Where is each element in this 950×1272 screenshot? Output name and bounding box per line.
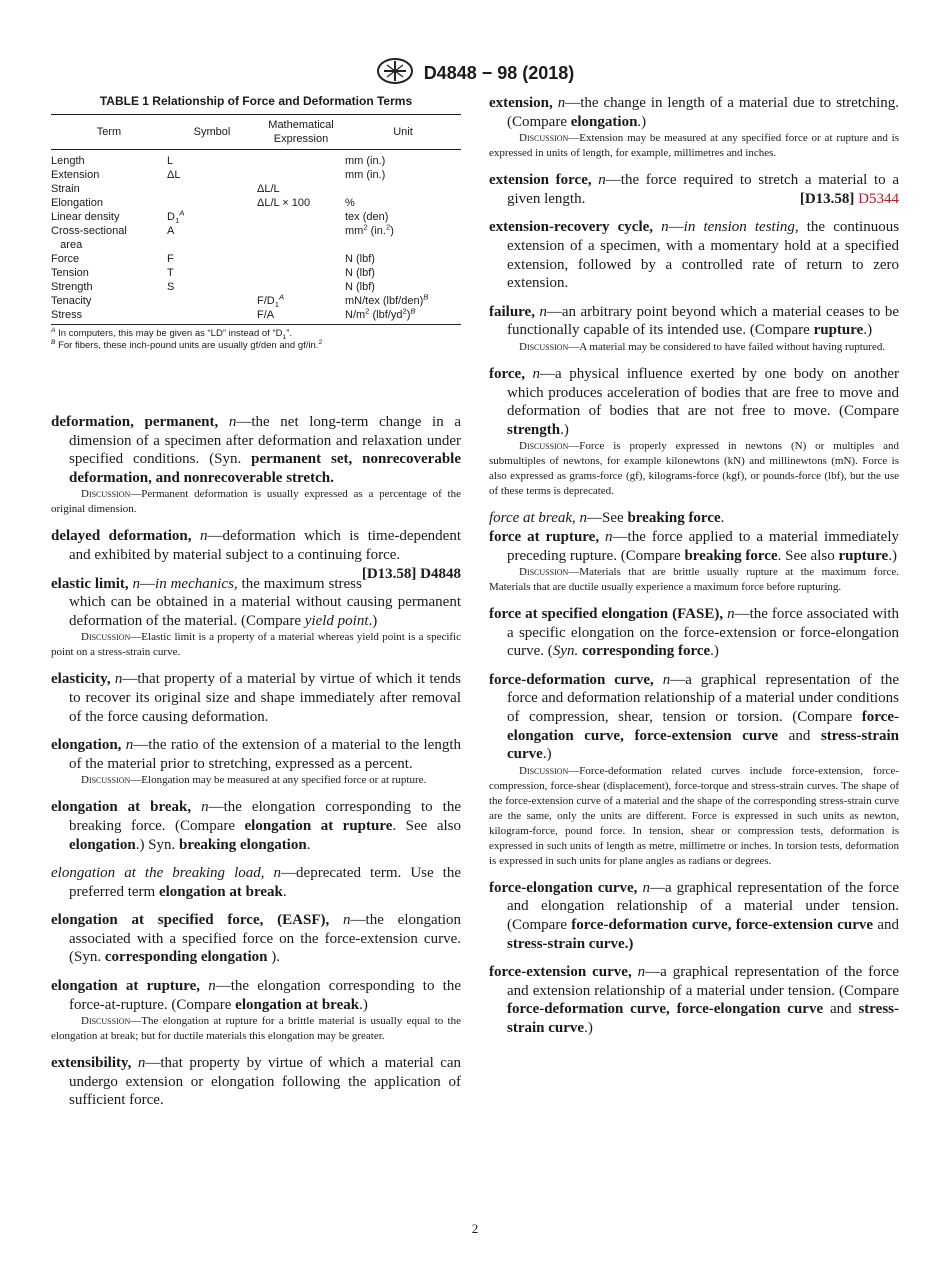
table-row bbox=[51, 182, 461, 196]
entry-elasticity: elasticity, n—that property of a material by virtue of which it tends to recover its original size and shape immediately after removal of the force causing deformation. bbox=[51, 671, 461, 725]
entry-failure: failure, n—an arbitrary point beyond which a material ceases to be functionally capable of its intended use. (Compare rupture.) bbox=[489, 303, 900, 339]
entry-extension-recovery-cycle: extension-recovery cycle, n—in tension testing, the continuous extension of a specimen, with a momentary hold at a specified extension, followed by a controlled rate of return to zero extension. bbox=[489, 219, 900, 292]
table-cell-term: Extension bbox=[51, 169, 100, 181]
table-cell-expr bbox=[257, 224, 345, 252]
table-row bbox=[51, 294, 461, 308]
table-cell-term: Elongation bbox=[51, 197, 103, 209]
table-cell-symbol: L bbox=[167, 155, 174, 167]
entry-extensibility: extensibility, n—that property by virtue of which a material can undergo extension or elongation following the application of sufficient force. bbox=[51, 1055, 462, 1109]
entry-extension-force: extension force, n—the force required to stretch a material to a given length. [D13.58] D5344 bbox=[489, 172, 899, 207]
table-footnotes bbox=[51, 328, 461, 352]
table-cell-unit bbox=[345, 182, 461, 196]
entry-elongation: elongation, n—the ratio of the extension of a material to the length of the material prior to stretching, expressed as a percent. bbox=[51, 737, 462, 772]
footnote-a: $^A$ In computers, this may be given as “LD” instead of “$D_1$”. bbox=[51, 326, 292, 341]
discussion: Discussion—A material may be considered to have failed without having ruptured. bbox=[519, 340, 886, 353]
table-cell-term: Cross-sectional area bbox=[51, 225, 127, 251]
table-row bbox=[51, 280, 461, 294]
table-cell-expr: ΔL/L bbox=[257, 183, 280, 195]
table-cell-expr bbox=[257, 266, 345, 280]
table-cell-term: Tenacity bbox=[51, 295, 92, 307]
entry-elongation-at-rupture: elongation at rupture, n—the elongation corresponding to the force-at-rupture. (Compare elongation at break.) bbox=[51, 978, 461, 1013]
table-cell-expr bbox=[257, 168, 345, 182]
entry-elastic-limit: elastic limit, n—in mechanics, the maximum stress which can be obtained in a material without causing permanent deformation of the material. (Compare yield point.) bbox=[51, 575, 461, 629]
table-cell-expr: $F/D_1^A$ bbox=[257, 292, 285, 310]
discussion: Discussion—The elongation at rupture for a brittle material is usually equal to the elongation at break; but for ductile materials this elongation may be greater. bbox=[51, 1015, 461, 1043]
table-cell-term: Strength bbox=[51, 281, 93, 293]
discussion: Discussion—Permanent deformation is usually expressed as a percentage of the original dimension. bbox=[51, 488, 461, 516]
table-cell-unit: $mm^2$ (in.$^2$) bbox=[345, 222, 394, 237]
table-cell-symbol: F bbox=[167, 253, 174, 265]
table-row bbox=[51, 252, 461, 266]
document-code: D4848 − 98 (2018) bbox=[423, 63, 575, 83]
entry-fase: force at specified elongation (FASE), n—the force associated with a specific elongation on the force-extension or force-elongation curve. (Syn. corresponding force.) bbox=[489, 606, 899, 660]
page-header bbox=[0, 58, 950, 89]
col-header-expr: Mathematical Expression bbox=[257, 115, 345, 150]
table-header-row bbox=[51, 115, 461, 150]
terms-table bbox=[51, 114, 461, 325]
col-header-unit: Unit bbox=[345, 115, 461, 150]
table-cell-unit: tex (den) bbox=[345, 211, 389, 223]
table-cell-symbol: T bbox=[167, 267, 174, 279]
table-cell-unit: mN/tex $(lbf/den)^B$ bbox=[345, 292, 429, 307]
astm-logo-icon bbox=[376, 58, 414, 89]
table-cell-term: Stress bbox=[51, 308, 167, 325]
col-header-term: Term bbox=[51, 115, 167, 150]
entry-deformation-permanent: deformation, permanent, n—the net long-term change in a dimension of a specimen after deformation and relaxation under specified conditions. (Syn. permanent set, nonrecoverable deformation, and nonrecoverable stretch. bbox=[51, 414, 461, 486]
table-row bbox=[51, 266, 461, 280]
reference-link[interactable]: D5344 bbox=[858, 190, 899, 207]
table-cell-term: Strain bbox=[51, 183, 80, 195]
table-cell-unit: N (lbf) bbox=[345, 267, 375, 279]
table-cell-term: Tension bbox=[51, 267, 89, 279]
table-cell-symbol: ΔL bbox=[167, 169, 181, 181]
entry-force: force, n—a physical influence exerted by one body on another which produces acceleration of bodies that are free to move and deformation of bodies that are not free to move. (Compare strength.) bbox=[489, 365, 899, 438]
discussion: Discussion—Elastic limit is a property of a material whereas yield point is a specific point on a stress-strain curve. bbox=[51, 631, 461, 659]
table-row bbox=[51, 150, 461, 169]
col-header-symbol: Symbol bbox=[167, 115, 257, 150]
entry-force-at-break: force at break, n—See breaking force. bbox=[489, 510, 725, 527]
table-cell-expr: F/A bbox=[257, 308, 345, 325]
table-cell-expr: ΔL/L × 100 bbox=[257, 197, 311, 209]
discussion: Discussion—Extension may be measured at any specified force or at rupture and is expressed in units of length, for example, millimetres and inches. bbox=[489, 132, 899, 160]
entry-easf: elongation at specified force, (EASF), n—the elongation associated with a specified force on the force-extension curve. (Syn. corresponding elongation ). bbox=[51, 912, 461, 966]
table-cell-unit: % bbox=[345, 197, 355, 209]
table-cell-symbol: A bbox=[167, 225, 175, 237]
table-row bbox=[51, 196, 461, 210]
footnote-b-text: For fibers, these inch-pound units are usually gf/den and gf/in.$^2$ bbox=[58, 338, 323, 351]
table-cell-expr bbox=[257, 252, 345, 266]
table-cell-expr bbox=[257, 280, 345, 294]
discussion: Discussion—Force is properly expressed in newtons (N) or multiples and submultiples of newtons, for example kilonewtons (kN) and millinewtons (mN). Force is also expressed as grams-force (gf), kilograms-force (kgf), or pounds-force (lbf), but the use of these terms is deprecated. bbox=[489, 440, 899, 498]
discussion: Discussion—Materials that are brittle usually rupture at the maximum force. Materials that are ductile usually experience a maximum force before rupturing. bbox=[489, 566, 899, 594]
table-cell-term: Linear density bbox=[51, 211, 120, 223]
entry-force-extension-curve: force-extension curve, n—a graphical representation of the force and extension relationship of a material under tension. (Compare force-deformation curve, force-elongation curve and stress-strain curve.) bbox=[489, 964, 899, 1036]
table-cell-term: Force bbox=[51, 253, 80, 265]
left-column bbox=[51, 94, 461, 1110]
table-cell-symbol: S bbox=[167, 281, 175, 293]
entry-elongation-at-breaking-load: elongation at the breaking load, n—deprecated term. Use the preferred term elongation at break. bbox=[51, 865, 462, 900]
table-cell-unit: N (lbf) bbox=[345, 253, 375, 265]
table-title: TABLE 1 Relationship of Force and Deformation Terms bbox=[99, 94, 413, 108]
entry-extension: extension, n—the change in length of a material due to stretching. (Compare elongation.) bbox=[489, 95, 900, 130]
table-body bbox=[51, 150, 461, 325]
discussion: Discussion—Elongation may be measured at any specified force or at rupture. bbox=[81, 774, 427, 787]
reference: [D13.58] D4848 bbox=[361, 565, 461, 582]
page-number: 2 bbox=[471, 1221, 479, 1236]
table-row bbox=[51, 168, 461, 182]
table-cell-unit: $N/m^2$ $(lbf/yd^2)^B$ bbox=[345, 308, 461, 325]
table-cell-expr bbox=[257, 210, 345, 224]
table-row bbox=[51, 308, 461, 325]
table-cell-term: Length bbox=[51, 155, 85, 167]
reference: [D13.58] D5344 bbox=[799, 190, 899, 207]
table-cell-symbol bbox=[167, 294, 257, 308]
table-cell-symbol bbox=[167, 308, 257, 325]
table-cell-expr bbox=[257, 150, 345, 169]
entry-force-at-rupture: force at rupture, n—the force applied to a material immediately preceding rupture. (Compare breaking force. See also rupture.) bbox=[489, 528, 899, 564]
entry-delayed-deformation: delayed deformation, n—deformation which is time-dependent and exhibited by material subject to a continuing force. [D13.58] D4848 bbox=[51, 528, 461, 582]
table-row bbox=[51, 224, 461, 252]
footnote-b: $^B$ For fibers, these inch-pound units are usually gf/den and gf/in.$^2$ bbox=[51, 338, 323, 351]
table-cell-symbol bbox=[167, 182, 257, 196]
entry-elongation-at-break: elongation at break, n—the elongation corresponding to the breaking force. (Compare elongation at rupture. See also elongation.) Syn. breaking elongation. bbox=[51, 799, 461, 853]
discussion: Discussion—Force-deformation related curves include force-extension, force-compression, force-shear (displacement), force-torque and stress-strain curves. The shape of the force-extension curve of a material and the shape of the corresponding stress-strain curve are the same, only the units are different. Force is expressed in such units as newton, kilogram-force, pound force. In tension, shear or compression tests, deformation is expressed in such units of length as metre, millimetre or inches. In torsion tests, deformation is expressed in such units for plane angles as radians or degrees. bbox=[489, 764, 899, 867]
table-cell-unit: N (lbf) bbox=[345, 281, 375, 293]
term: deformation, permanent, bbox=[51, 414, 219, 430]
table-row bbox=[51, 210, 461, 224]
entry-force-deformation-curve: force-deformation curve, n—a graphical representation of the force and deformation relationship of a material under conditions of compression, shear, tension or torsion. (Compare force-elongation curve, force-extension curve and stress-strain curve.) bbox=[489, 671, 899, 763]
table-cell-symbol: $D_1^A$ bbox=[167, 208, 185, 226]
footnote-a-text: In computers, this may be given as “LD” instead of “$D_1$”. bbox=[58, 328, 292, 341]
table-cell-unit: mm (in.) bbox=[345, 169, 386, 181]
right-column bbox=[489, 94, 899, 1038]
table-cell-unit: mm (in.) bbox=[345, 155, 386, 167]
entry-force-elongation-curve: force-elongation curve, n—a graphical representation of the force and elongation relationship of a material under tension. (Compare force-deformation curve, force-extension curve and stress-strain curve.) bbox=[489, 879, 899, 952]
